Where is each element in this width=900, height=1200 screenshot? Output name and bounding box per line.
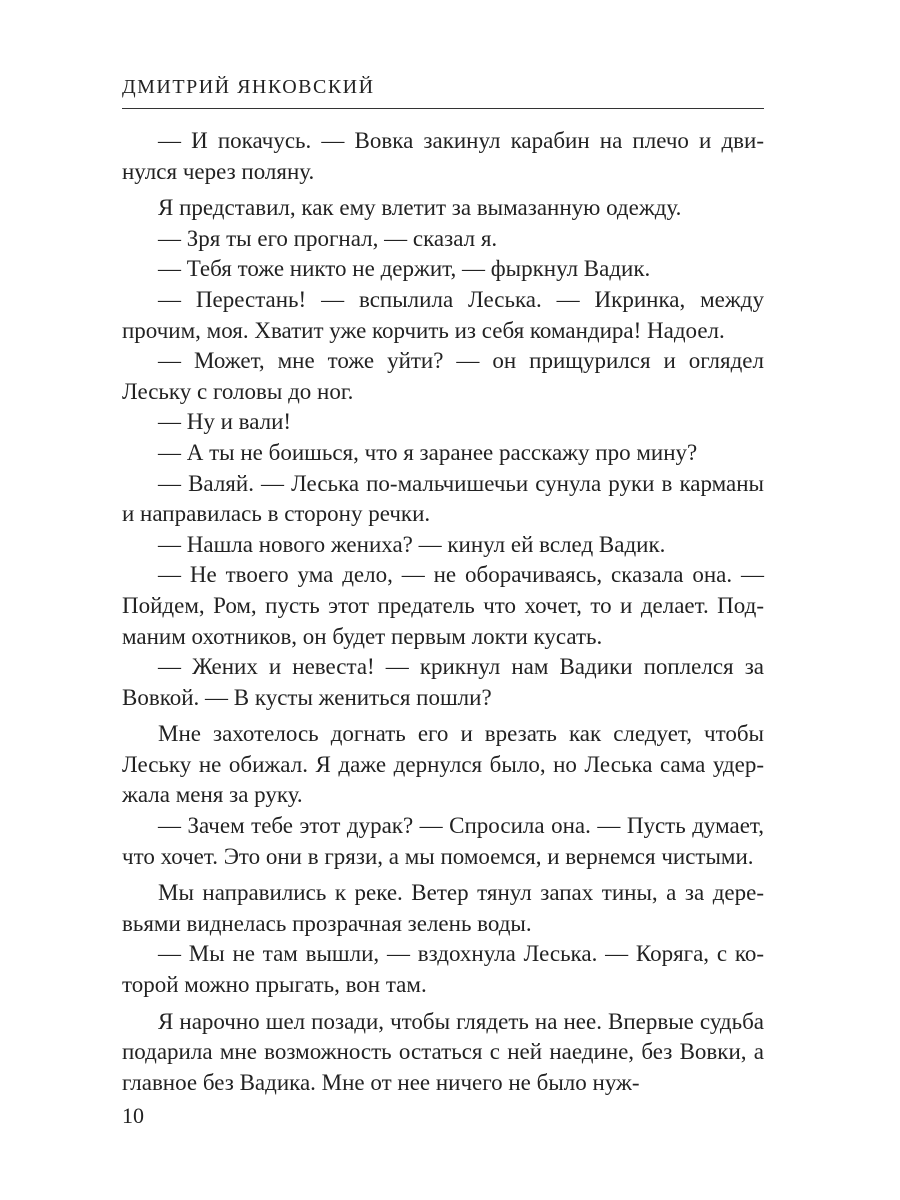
paragraph: Мне захотелось догнать его и врезать как следует, чтобы Леську не обижал. Я даже дернулся было, но Леська сама удержала меня за руку. [122,721,764,808]
paragraph: Мы направились к реке. Ветер тянул запах тины, а за деревьями виднелась прозрачная зелень воды. [122,880,764,936]
paragraph: — Жених и невеста! — крикнул нам Вадики поплелся за Вовкой. — В кусты жениться пошли? [122,654,764,710]
paragraph: — Тебя тоже никто не держит, — фыркнул Вадик. [158,256,651,282]
paragraph: Я представил, как ему влетит за вымазанную одежду. [158,195,682,221]
page-number: 10 [122,1103,144,1128]
body-text [122,126,764,1098]
paragraph: — Нашла нового жениха? — кинул ей вслед Вадик. [158,531,666,557]
paragraph: — Может, мне тоже уйти? — он прищурился и оглядел Леську с головы до ног. [122,348,764,404]
running-head: ДМИТРИЙ ЯНКОВСКИЙ [122,76,375,98]
paragraph: Я нарочно шел позади, чтобы глядеть на нее. Впервые судьба подарила мне возможность остаться с ней наедине, без Вовки, а главное без Вадика. Мне от нее ничего не было нуж- [122,1008,764,1095]
paragraph: — Перестань! — вспылила Леська. — Икринка, между прочим, моя. Хватит уже корчить из себя командира! Надоел. [122,286,764,343]
paragraph: — Не твоего ума дело, — не оборачиваясь, сказала она. — Пойдем, Ром, пусть этот предатель что хочет, то и делает. Подманим охотников, он будет первым локти кусать. [122,562,764,649]
paragraph: — Зря ты его прогнал, — сказал я. [158,225,498,251]
paragraph: — Ну и вали! [158,409,292,435]
header-rule [122,108,764,109]
paragraph: — Зачем тебе этот дурак? — Спросила она. — Пусть думает, что хочет. Это они в грязи, а мы помоемся, и вернемся чистыми. [122,813,764,869]
paragraph: — Валяй. — Леська по-мальчишечьи сунула руки в карманы и направилась в сторону речки. [122,470,764,527]
paragraph: — Мы не там вышли, — вздохнула Леська. — Коряга, с которой можно прыгать, вон там. [122,941,764,998]
paragraph: — А ты не боишься, что я заранее расскажу про мину? [158,439,698,465]
paragraph: — И покачусь. — Вовка закинул карабин на плечо и двинулся через поляну. [122,128,764,184]
